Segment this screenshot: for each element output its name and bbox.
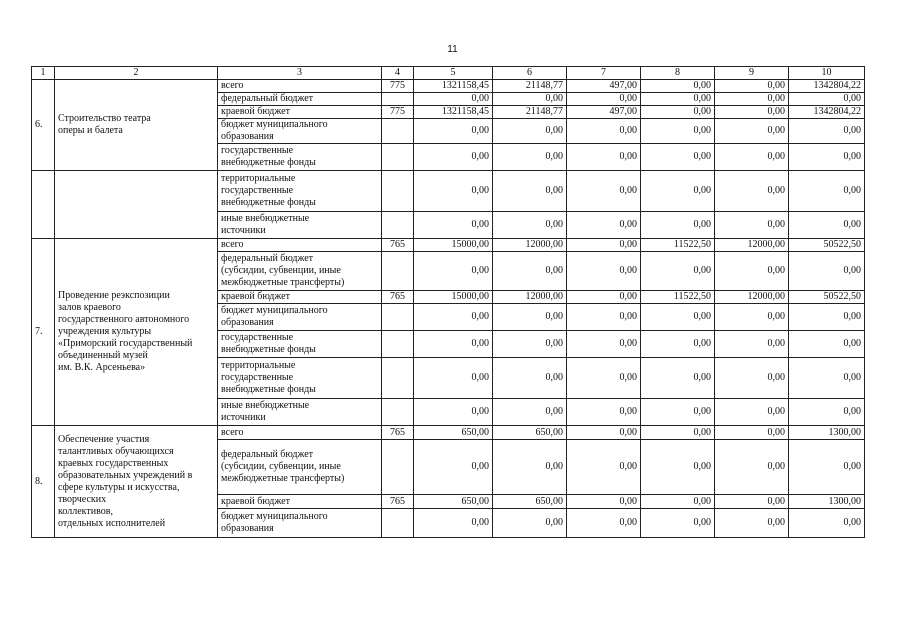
amount-cell: 0,00 [789,399,865,426]
funding-source: иные внебюджетные источники [218,212,382,239]
budget-code [382,252,414,291]
activity-name [55,171,218,239]
amount-cell: 0,00 [641,426,715,440]
amount-cell: 0,00 [567,440,641,495]
amount-cell: 0,00 [715,212,789,239]
funding-source: всего [218,239,382,252]
amount-cell: 0,00 [567,509,641,538]
budget-code [382,93,414,106]
funding-source: краевой бюджет [218,106,382,119]
amount-cell: 0,00 [715,106,789,119]
col-header: 8 [641,67,715,80]
budget-code [382,399,414,426]
table-row [32,426,865,440]
funding-source: бюджет муниципального образования [218,304,382,331]
row-number: 8. [32,426,55,538]
page-number: 11 [447,44,458,55]
budget-code: 765 [382,495,414,509]
col-header: 6 [493,67,567,80]
amount-cell: 0,00 [493,358,567,399]
amount-cell: 0,00 [789,304,865,331]
budget-table [31,66,865,538]
amount-cell: 0,00 [789,252,865,291]
amount-cell: 0,00 [414,212,493,239]
amount-cell: 0,00 [493,252,567,291]
amount-cell: 0,00 [414,399,493,426]
amount-cell: 0,00 [414,358,493,399]
activity-name: Строительство театра оперы и балета [55,80,218,171]
amount-cell: 0,00 [789,144,865,171]
amount-cell: 0,00 [641,80,715,93]
amount-cell: 12000,00 [493,239,567,252]
funding-source: государственные внебюджетные фонды [218,144,382,171]
budget-code [382,144,414,171]
amount-cell: 50522,50 [789,291,865,304]
amount-cell: 0,00 [715,93,789,106]
amount-cell: 0,00 [789,331,865,358]
amount-cell: 0,00 [414,304,493,331]
funding-source: всего [218,426,382,440]
amount-cell: 0,00 [789,509,865,538]
amount-cell: 50522,50 [789,239,865,252]
amount-cell: 0,00 [414,252,493,291]
amount-cell: 0,00 [789,212,865,239]
amount-cell: 0,00 [641,331,715,358]
amount-cell: 0,00 [641,171,715,212]
funding-source: федеральный бюджет (субсидии, субвенции, иные межбюджетные трансферты) [218,252,382,291]
table-row [32,171,865,212]
amount-cell: 1342804,22 [789,80,865,93]
amount-cell: 0,00 [493,171,567,212]
funding-source: федеральный бюджет [218,93,382,106]
col-header: 3 [218,67,382,80]
budget-code [382,212,414,239]
amount-cell: 0,00 [641,399,715,426]
col-header: 4 [382,67,414,80]
amount-cell: 0,00 [641,495,715,509]
budget-code: 765 [382,291,414,304]
amount-cell: 0,00 [493,399,567,426]
amount-cell: 1300,00 [789,426,865,440]
funding-source: бюджет муниципального образования [218,509,382,538]
amount-cell: 0,00 [715,144,789,171]
funding-source: территориальные государственные внебюджетные фонды [218,171,382,212]
amount-cell: 0,00 [715,331,789,358]
budget-code: 765 [382,239,414,252]
amount-cell: 0,00 [641,358,715,399]
amount-cell: 0,00 [414,331,493,358]
table-row [32,80,865,93]
amount-cell: 0,00 [641,212,715,239]
budget-code [382,358,414,399]
amount-cell: 12000,00 [715,239,789,252]
amount-cell: 0,00 [715,252,789,291]
amount-cell: 650,00 [493,495,567,509]
amount-cell: 0,00 [567,252,641,291]
col-header: 7 [567,67,641,80]
amount-cell: 1300,00 [789,495,865,509]
amount-cell: 0,00 [493,440,567,495]
funding-source: территориальные государственные внебюджетные фонды [218,358,382,399]
amount-cell: 0,00 [715,495,789,509]
amount-cell: 0,00 [567,399,641,426]
amount-cell: 0,00 [715,399,789,426]
funding-source: бюджет муниципального образования [218,119,382,144]
amount-cell: 0,00 [641,440,715,495]
amount-cell: 12000,00 [493,291,567,304]
amount-cell: 0,00 [715,358,789,399]
amount-cell: 0,00 [715,304,789,331]
amount-cell: 0,00 [641,509,715,538]
amount-cell: 0,00 [567,304,641,331]
amount-cell: 0,00 [493,304,567,331]
amount-cell: 1321158,45 [414,106,493,119]
amount-cell: 0,00 [641,119,715,144]
amount-cell: 0,00 [414,440,493,495]
funding-source: федеральный бюджет (субсидии, субвенции, иные межбюджетные трансферты) [218,440,382,495]
amount-cell: 0,00 [567,93,641,106]
amount-cell: 0,00 [567,239,641,252]
funding-source: иные внебюджетные источники [218,399,382,426]
amount-cell: 497,00 [567,80,641,93]
amount-cell: 0,00 [567,331,641,358]
budget-code [382,119,414,144]
amount-cell: 12000,00 [715,291,789,304]
amount-cell: 11522,50 [641,291,715,304]
amount-cell: 0,00 [641,252,715,291]
amount-cell: 0,00 [789,358,865,399]
amount-cell: 0,00 [567,426,641,440]
activity-name: Обеспечение участия талантливых обучающихся краевых государственных образовательных учреждений в сфере культуры и искусства, творческих коллективов, отдельных исполнителей [55,426,218,538]
amount-cell: 0,00 [493,144,567,171]
amount-cell: 15000,00 [414,291,493,304]
amount-cell: 0,00 [567,171,641,212]
amount-cell: 0,00 [641,304,715,331]
funding-source: государственные внебюджетные фонды [218,331,382,358]
col-header: 1 [32,67,55,80]
amount-cell: 21148,77 [493,80,567,93]
row-number [32,171,55,239]
col-header: 9 [715,67,789,80]
amount-cell: 0,00 [493,331,567,358]
col-header: 2 [55,67,218,80]
amount-cell: 0,00 [493,212,567,239]
amount-cell: 0,00 [715,509,789,538]
amount-cell: 0,00 [414,144,493,171]
amount-cell: 15000,00 [414,239,493,252]
budget-code [382,440,414,495]
amount-cell: 0,00 [414,119,493,144]
amount-cell: 0,00 [567,495,641,509]
amount-cell: 0,00 [567,291,641,304]
amount-cell: 0,00 [414,93,493,106]
amount-cell: 497,00 [567,106,641,119]
amount-cell: 0,00 [715,80,789,93]
amount-cell: 0,00 [715,440,789,495]
amount-cell: 0,00 [715,171,789,212]
row-number: 7. [32,239,55,426]
header-row [32,67,865,80]
table-row [32,239,865,252]
amount-cell: 0,00 [493,119,567,144]
activity-name: Проведение реэкспозиции залов краевого государственного автономного учреждения культуры «Приморский государственный объединенный музей им. В.К. Арсеньева» [55,239,218,426]
amount-cell: 1342804,22 [789,106,865,119]
budget-code: 775 [382,80,414,93]
amount-cell: 21148,77 [493,106,567,119]
amount-cell: 0,00 [414,509,493,538]
amount-cell: 1321158,45 [414,80,493,93]
budget-code: 775 [382,106,414,119]
amount-cell: 650,00 [414,426,493,440]
amount-cell: 11522,50 [641,239,715,252]
amount-cell: 0,00 [715,119,789,144]
amount-cell: 0,00 [789,119,865,144]
funding-source: краевой бюджет [218,291,382,304]
amount-cell: 0,00 [715,426,789,440]
budget-code [382,171,414,212]
funding-source: краевой бюджет [218,495,382,509]
amount-cell: 0,00 [567,119,641,144]
amount-cell: 0,00 [641,144,715,171]
amount-cell: 650,00 [414,495,493,509]
amount-cell: 0,00 [641,93,715,106]
col-header: 5 [414,67,493,80]
amount-cell: 0,00 [641,106,715,119]
col-header: 10 [789,67,865,80]
amount-cell: 0,00 [493,509,567,538]
amount-cell: 0,00 [789,93,865,106]
budget-code: 765 [382,426,414,440]
budget-code [382,509,414,538]
budget-code [382,331,414,358]
amount-cell: 0,00 [567,358,641,399]
amount-cell: 0,00 [493,93,567,106]
amount-cell: 0,00 [789,171,865,212]
amount-cell: 0,00 [414,171,493,212]
row-number: 6. [32,80,55,171]
amount-cell: 0,00 [567,212,641,239]
amount-cell: 0,00 [789,440,865,495]
funding-source: всего [218,80,382,93]
amount-cell: 650,00 [493,426,567,440]
amount-cell: 0,00 [567,144,641,171]
budget-code [382,304,414,331]
